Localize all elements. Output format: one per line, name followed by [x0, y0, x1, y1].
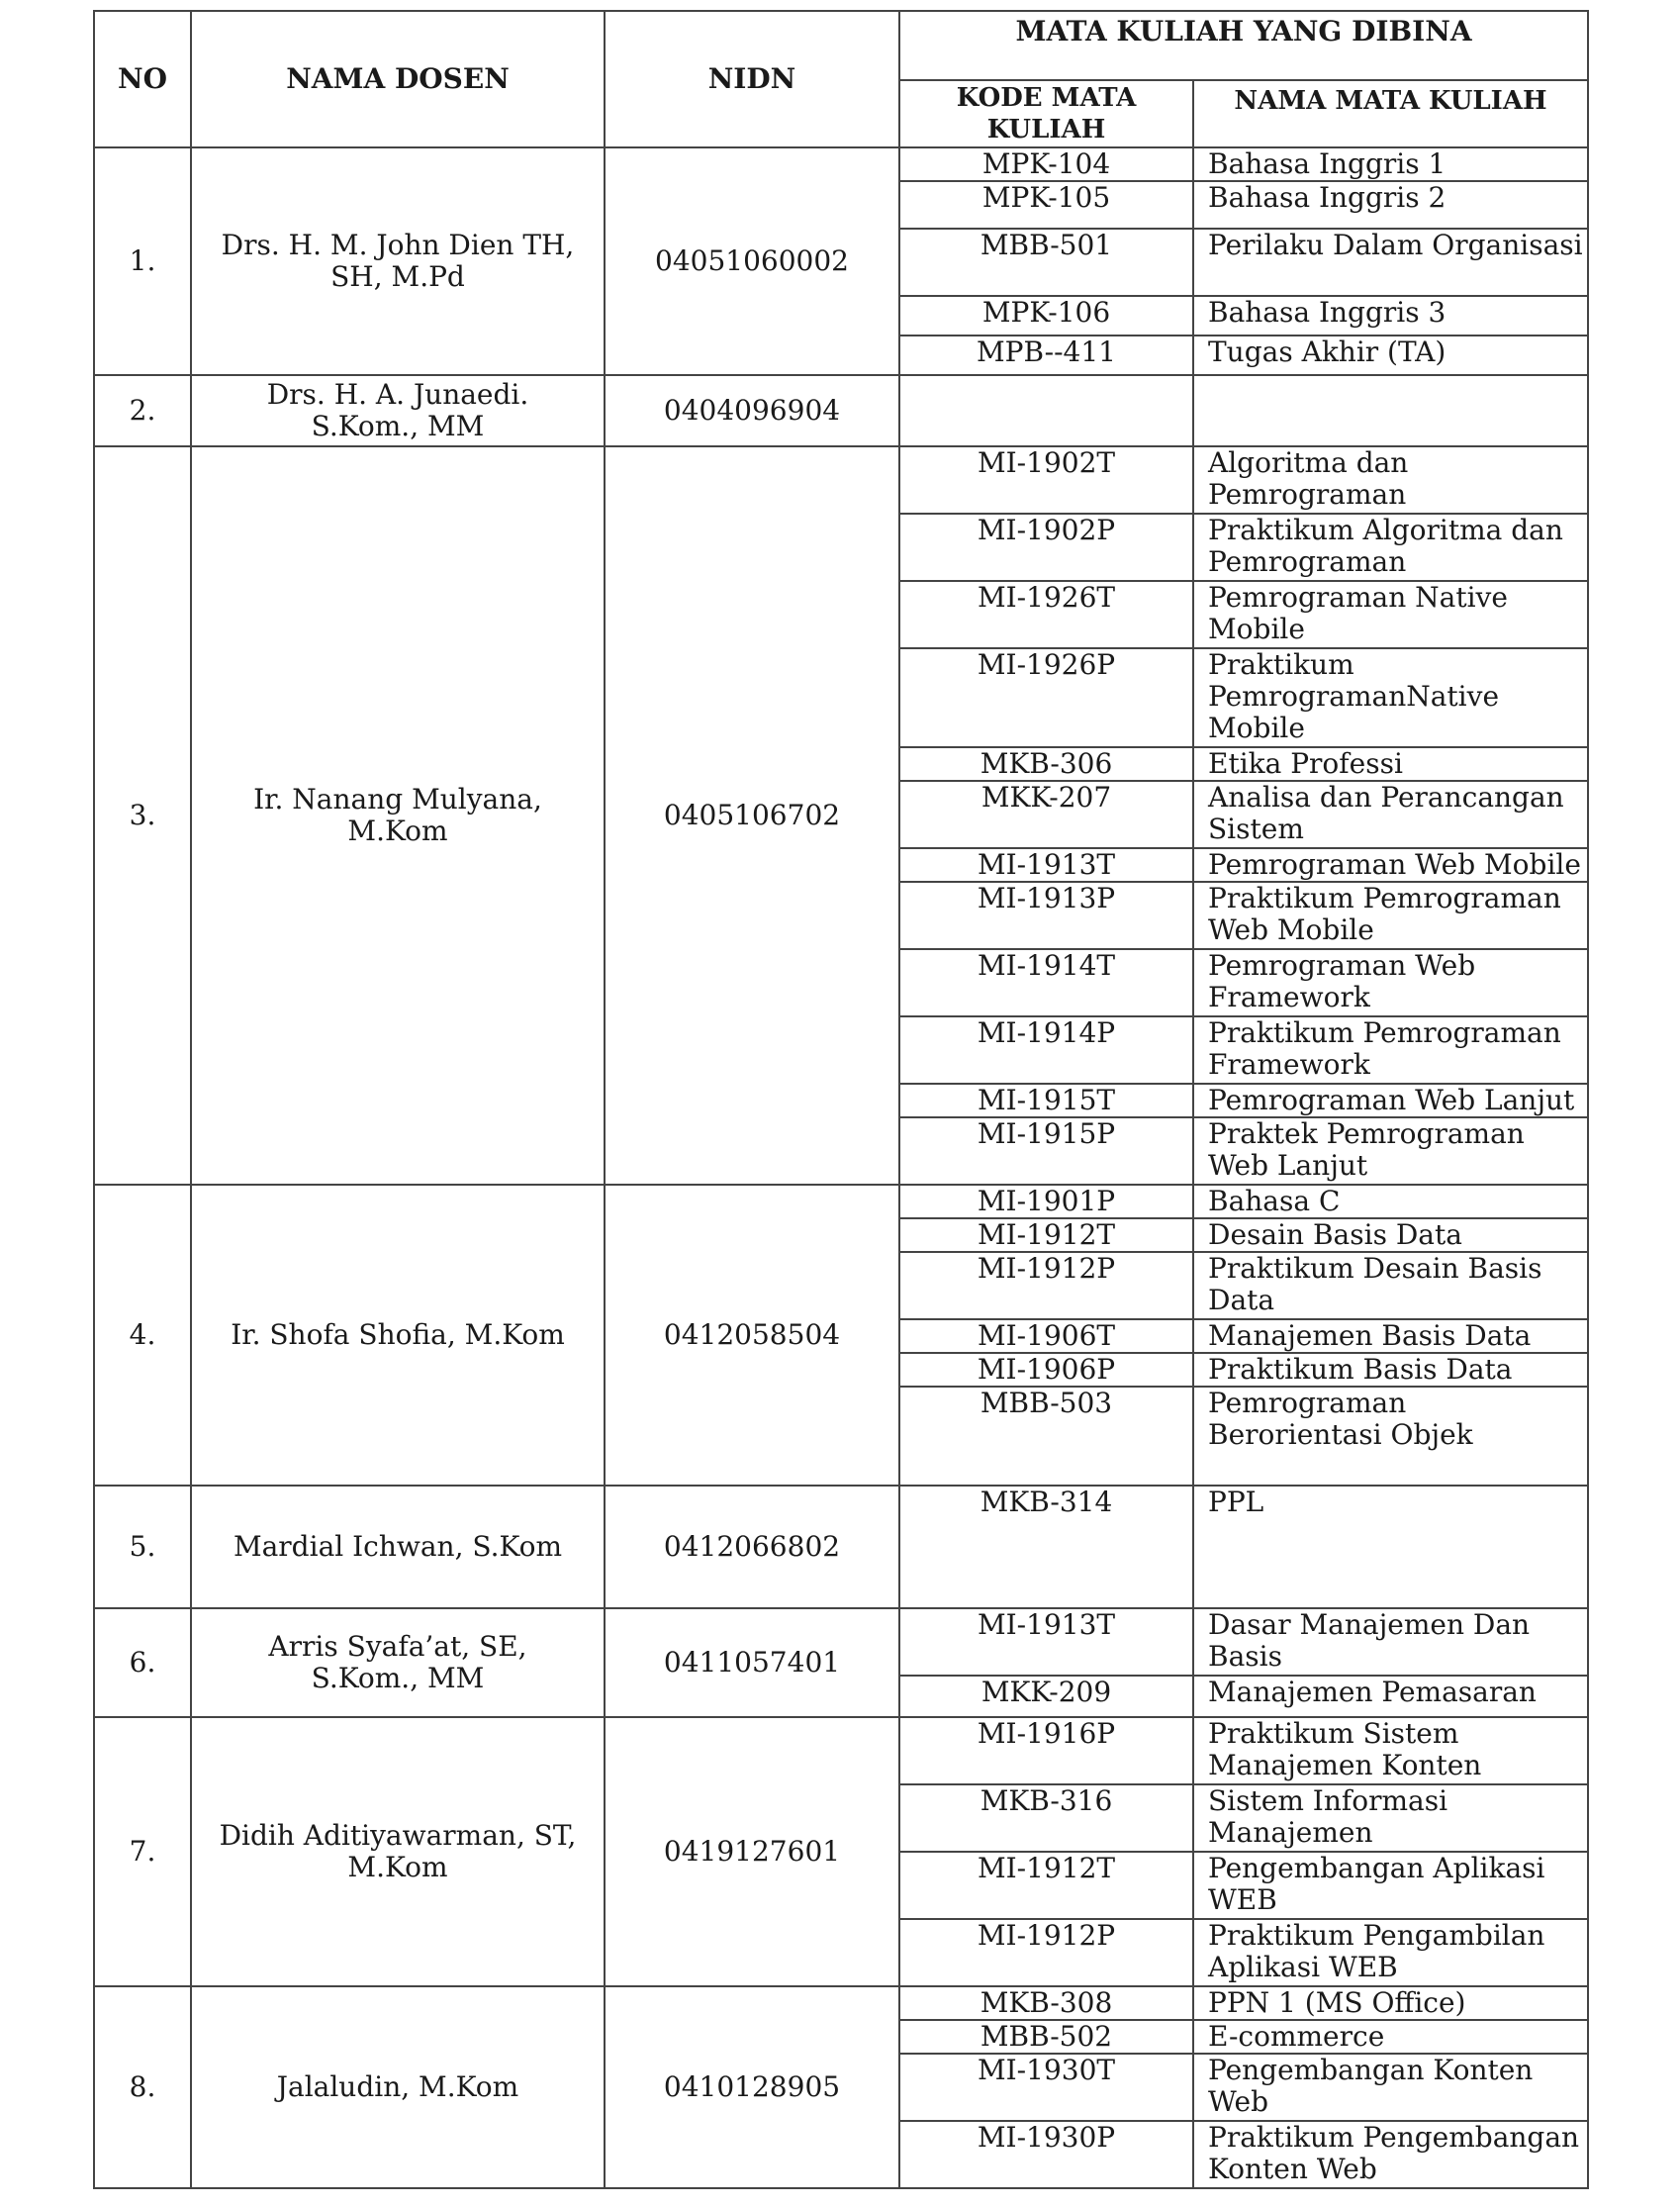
cell-course-name: Desain Basis Data: [1193, 1218, 1588, 1252]
cell-course-code: MBB-501: [899, 229, 1193, 296]
cell-course-name: Praktikum PemrogramanNative Mobile: [1193, 648, 1588, 747]
lecturer-course-table: [93, 10, 1589, 2189]
cell-course-name: PPN 1 (MS Office): [1193, 1986, 1588, 2020]
table-row: [94, 446, 1588, 514]
cell-course-name: PPL: [1193, 1486, 1588, 1608]
cell-course-name: Praktikum Desain Basis Data: [1193, 1252, 1588, 1319]
cell-course-code: [899, 375, 1193, 446]
cell-course-code: MI-1912P: [899, 1252, 1193, 1319]
cell-course-code: MKB-316: [899, 1784, 1193, 1852]
cell-course-code: MI-1916P: [899, 1717, 1193, 1784]
cell-course-code: MI-1902T: [899, 446, 1193, 514]
cell-lecturer-name: Drs. H. A. Junaedi. S.Kom., MM: [191, 375, 605, 446]
cell-course-name: [1193, 375, 1588, 446]
cell-course-name: Bahasa Inggris 1: [1193, 147, 1588, 181]
cell-course-name: Praktikum Pemrograman Web Mobile: [1193, 882, 1588, 949]
cell-course-code: MKK-207: [899, 781, 1193, 848]
cell-course-code: MPK-106: [899, 296, 1193, 336]
cell-course-name: Pemrograman Web Mobile: [1193, 848, 1588, 882]
cell-lecturer-name: Ir. Nanang Mulyana, M.Kom: [191, 446, 605, 1185]
cell-course-name: Pemrograman Web Framework: [1193, 949, 1588, 1016]
header-mata-kuliah: MATA KULIAH YANG DIBINA: [899, 11, 1588, 80]
cell-course-code: MPK-104: [899, 147, 1193, 181]
cell-course-code: MI-1914T: [899, 949, 1193, 1016]
cell-course-code: MI-1912T: [899, 1852, 1193, 1919]
cell-course-name: Etika Professi: [1193, 747, 1588, 781]
cell-course-code: MKB-308: [899, 1986, 1193, 2020]
cell-course-name: Pemrograman Native Mobile: [1193, 581, 1588, 648]
header-no: NO: [94, 11, 191, 147]
cell-nidn: 0404096904: [605, 375, 899, 446]
cell-course-code: MPK-105: [899, 181, 1193, 229]
cell-course-name: Praktek Pemrograman Web Lanjut: [1193, 1117, 1588, 1185]
table-row: [94, 1986, 1588, 2020]
cell-lecturer-name: Jalaludin, M.Kom: [191, 1986, 605, 2188]
cell-course-code: MI-1902P: [899, 514, 1193, 581]
cell-course-code: MI-1926T: [899, 581, 1193, 648]
cell-no: 8.: [94, 1986, 191, 2188]
cell-course-name: Pemrograman Berorientasi Objek: [1193, 1387, 1588, 1486]
cell-course-name: Dasar Manajemen Dan Basis: [1193, 1608, 1588, 1676]
cell-nidn: 0412066802: [605, 1486, 899, 1608]
cell-course-name: Pemrograman Web Lanjut: [1193, 1084, 1588, 1117]
cell-course-name: Praktikum Pengambilan Aplikasi WEB: [1193, 1919, 1588, 1986]
cell-no: 1.: [94, 147, 191, 375]
cell-course-name: Pengembangan Aplikasi WEB: [1193, 1852, 1588, 1919]
cell-course-code: MBB-502: [899, 2020, 1193, 2054]
cell-course-name: Bahasa C: [1193, 1185, 1588, 1218]
table-row: [94, 375, 1588, 446]
cell-no: 2.: [94, 375, 191, 446]
cell-course-code: MI-1914P: [899, 1016, 1193, 1084]
cell-course-code: MKB-306: [899, 747, 1193, 781]
cell-course-name: Praktikum Pengembangan Konten Web: [1193, 2121, 1588, 2188]
cell-course-name: Praktikum Basis Data: [1193, 1353, 1588, 1387]
cell-course-name: Bahasa Inggris 2: [1193, 181, 1588, 229]
cell-no: 3.: [94, 446, 191, 1185]
cell-course-code: MI-1901P: [899, 1185, 1193, 1218]
table-row: [94, 1608, 1588, 1676]
cell-no: 5.: [94, 1486, 191, 1608]
cell-course-code: MPB--411: [899, 336, 1193, 375]
cell-course-code: MKB-314: [899, 1486, 1193, 1608]
cell-course-name: Praktikum Sistem Manajemen Konten: [1193, 1717, 1588, 1784]
cell-nidn: 0405106702: [605, 446, 899, 1185]
cell-course-name: Praktikum Pemrograman Framework: [1193, 1016, 1588, 1084]
cell-no: 7.: [94, 1717, 191, 1986]
header-nama-mk: NAMA MATA KULIAH: [1193, 80, 1588, 147]
cell-course-name: Bahasa Inggris 3: [1193, 296, 1588, 336]
cell-course-code: MI-1906T: [899, 1319, 1193, 1353]
cell-course-name: Analisa dan Perancangan Sistem: [1193, 781, 1588, 848]
cell-nidn: 0419127601: [605, 1717, 899, 1986]
cell-lecturer-name: Didih Aditiyawarman, ST, M.Kom: [191, 1717, 605, 1986]
cell-course-code: MI-1930P: [899, 2121, 1193, 2188]
cell-course-code: MI-1913T: [899, 1608, 1193, 1676]
table-row: [94, 147, 1588, 181]
cell-course-name: Tugas Akhir (TA): [1193, 336, 1588, 375]
cell-course-code: MI-1915P: [899, 1117, 1193, 1185]
cell-lecturer-name: Arris Syafa’at, SE, S.Kom., MM: [191, 1608, 605, 1717]
cell-course-code: MI-1915T: [899, 1084, 1193, 1117]
cell-course-code: MI-1913P: [899, 882, 1193, 949]
cell-nidn: 0412058504: [605, 1185, 899, 1486]
cell-course-code: MKK-209: [899, 1676, 1193, 1717]
cell-lecturer-name: Ir. Shofa Shofia, M.Kom: [191, 1185, 605, 1486]
cell-course-code: MI-1913T: [899, 848, 1193, 882]
cell-course-code: MBB-503: [899, 1387, 1193, 1486]
cell-course-code: MI-1930T: [899, 2054, 1193, 2121]
cell-course-name: Algoritma dan Pemrograman: [1193, 446, 1588, 514]
header-nidn: NIDN: [605, 11, 899, 147]
cell-course-name: Praktikum Algoritma dan Pemrograman: [1193, 514, 1588, 581]
cell-no: 6.: [94, 1608, 191, 1717]
header-nama-dosen: NAMA DOSEN: [191, 11, 605, 147]
cell-course-code: MI-1912T: [899, 1218, 1193, 1252]
cell-course-name: Pengembangan Konten Web: [1193, 2054, 1588, 2121]
cell-lecturer-name: Drs. H. M. John Dien TH, SH, M.Pd: [191, 147, 605, 375]
table-row: [94, 1717, 1588, 1784]
cell-nidn: 0410128905: [605, 1986, 899, 2188]
table-row: [94, 1486, 1588, 1608]
cell-course-name: Manajemen Pemasaran: [1193, 1676, 1588, 1717]
cell-no: 4.: [94, 1185, 191, 1486]
cell-nidn: 04051060002: [605, 147, 899, 375]
header-kode: KODE MATA KULIAH: [899, 80, 1193, 147]
table-row: [94, 1185, 1588, 1218]
cell-course-code: MI-1926P: [899, 648, 1193, 747]
cell-lecturer-name: Mardial Ichwan, S.Kom: [191, 1486, 605, 1608]
cell-course-code: MI-1912P: [899, 1919, 1193, 1986]
cell-course-name: E-commerce: [1193, 2020, 1588, 2054]
cell-course-name: Manajemen Basis Data: [1193, 1319, 1588, 1353]
cell-course-name: Perilaku Dalam Organisasi: [1193, 229, 1588, 296]
cell-nidn: 0411057401: [605, 1608, 899, 1717]
cell-course-code: MI-1906P: [899, 1353, 1193, 1387]
cell-course-name: Sistem Informasi Manajemen: [1193, 1784, 1588, 1852]
